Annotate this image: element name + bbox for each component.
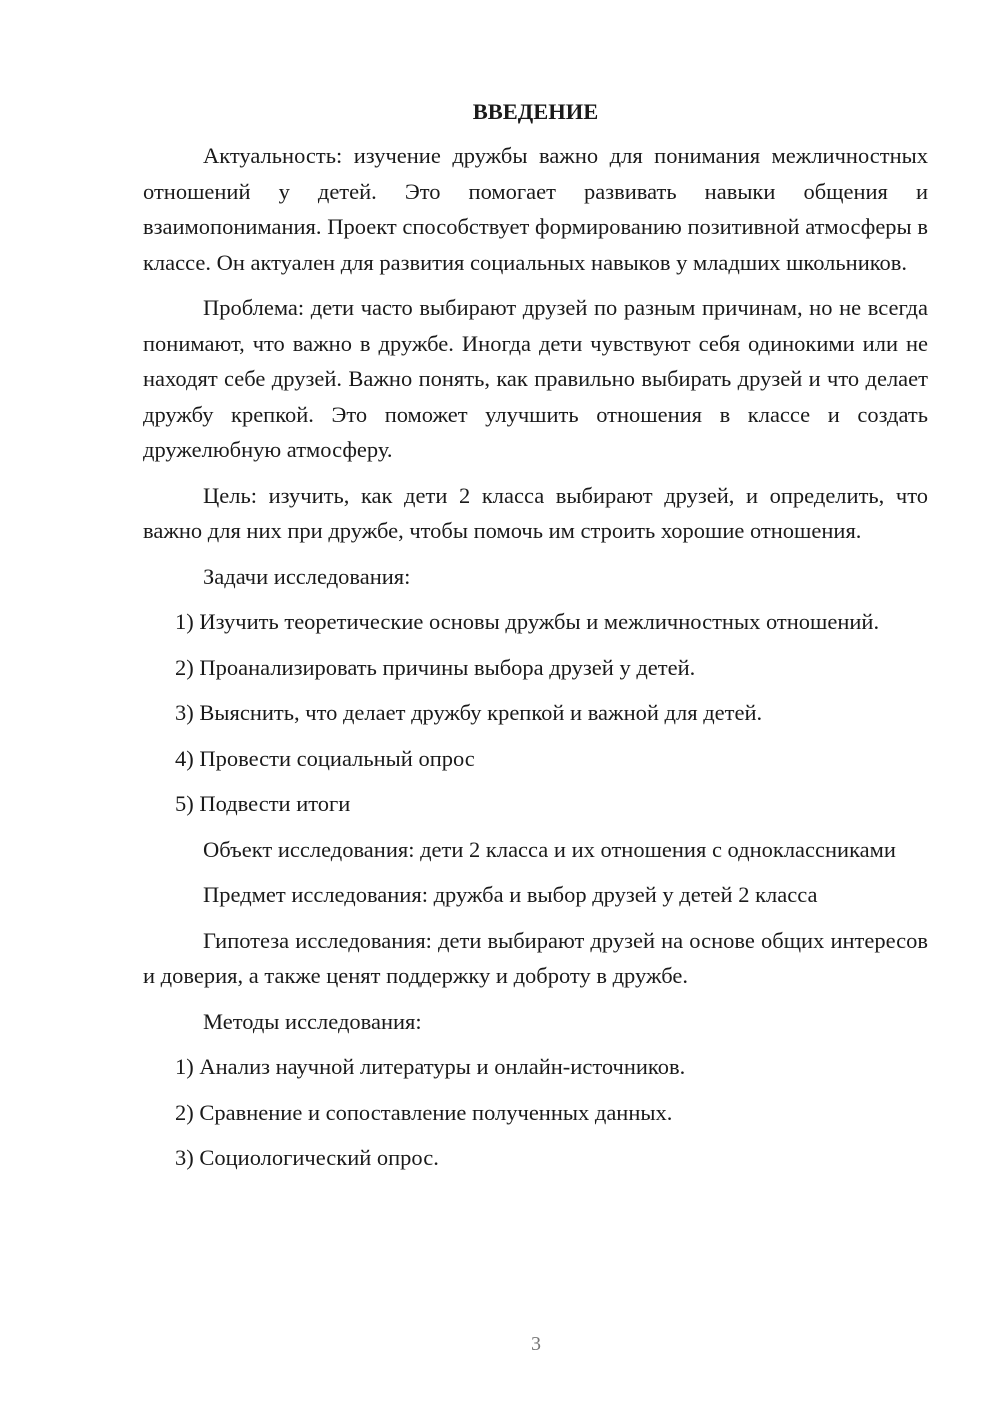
list-item-task-3: 3) Выяснить, что делает дружбу крепкой и важной для детей. bbox=[175, 700, 763, 725]
paragraph-hypothesis: Гипотеза исследования: дети выбирают друзей на основе общих интересов и доверия, а также ценят поддержку и доброту в дружбе. bbox=[143, 927, 928, 988]
list-item-method-3: 3) Социологический опрос. bbox=[175, 1145, 439, 1170]
page-number: 3 bbox=[531, 1333, 541, 1355]
list-item-method-2: 2) Сравнение и сопоставление полученных данных. bbox=[175, 1099, 673, 1125]
list-item-task-4: 4) Провести социальный опрос bbox=[175, 745, 475, 771]
page-title: ВВЕДЕНИЕ bbox=[472, 99, 599, 124]
paragraph-problem: Проблема: дети часто выбирают друзей по разным причинам, но не всегда понимают, что важно в дружбе. Иногда дети чувствуют себя одинокими или не находят себе друзей. Важно понять, как правильно выбирать друзей и что делает дружбу крепкой. Это поможет улучшить отношения в классе и создать дружелюбную атмосферу. bbox=[143, 295, 928, 462]
methods-heading: Методы исследования: bbox=[203, 1008, 422, 1034]
list-item-task-2: 2) Проанализировать причины выбора друзей у детей. bbox=[175, 654, 696, 680]
paragraph-goal: Цель: изучить, как дети 2 класса выбирают друзей, и определить, что важно для них при дружбе, чтобы помочь им строить хорошие отношения. bbox=[143, 482, 928, 543]
paragraph-relevance: Актуальность: изучение дружбы важно для понимания межличностных отношений у детей. Это помогает развивать навыки общения и взаимопонимания. Проект способствует формированию позитивной атмосферы в классе. Он актуален для развития социальных навыков у младших школьников. bbox=[143, 143, 928, 275]
page-content bbox=[143, 96, 928, 1186]
list-item-method-1: 1) Анализ научной литературы и онлайн-источников. bbox=[175, 1054, 686, 1079]
list-item-task-1: 1) Изучить теоретические основы дружбы и межличностных отношений. bbox=[175, 609, 880, 634]
paragraph-subject: Предмет исследования: дружба и выбор друзей у детей 2 класса bbox=[203, 882, 818, 907]
tasks-heading: Задачи исследования: bbox=[203, 563, 411, 589]
paragraph-object: Объект исследования: дети 2 класса и их отношения с одноклассниками bbox=[203, 836, 896, 862]
list-item-task-5: 5) Подвести итоги bbox=[175, 791, 351, 816]
